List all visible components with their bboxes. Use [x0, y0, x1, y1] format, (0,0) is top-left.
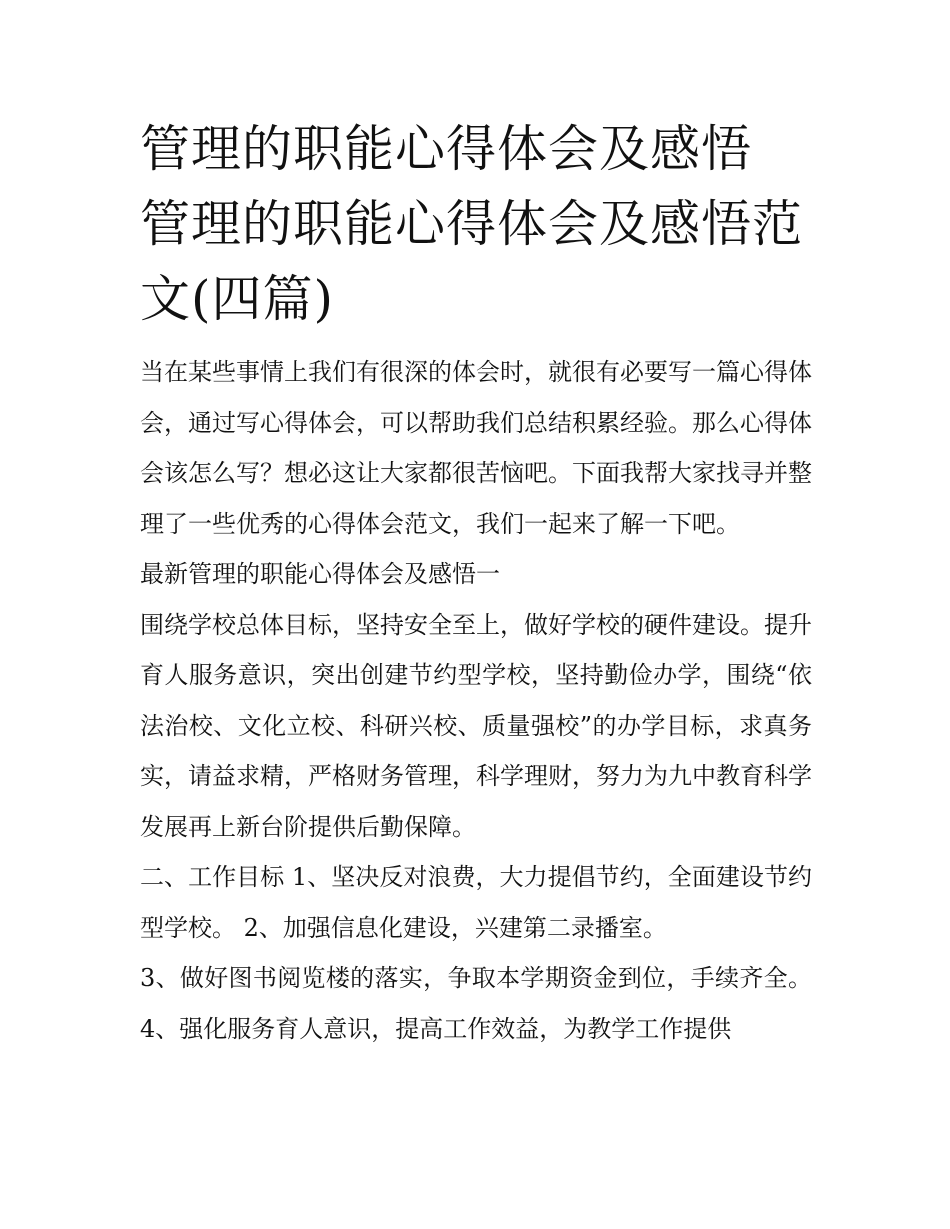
body-paragraph-1: 围绕学校总体目标，坚持安全至上，做好学校的硬件建设。提升育人服务意识，突出创建节约型学校，坚持勤俭办学，围绕“依法治校、文化立校、科研兴校、质量强校”的办学目标，求真务实，请益求精，严格财务管理，科学理财，努力为九中教育科学发展再上新台阶提供后勤保障。: [140, 610, 812, 841]
section-heading: 最新管理的职能心得体会及感悟一: [140, 560, 500, 588]
document-body: [140, 112, 812, 1054]
body-paragraph-2: 二、工作目标 1、坚决反对浪费，大力提倡节约，全面建设节约型学校。 2、加强信息化建设，兴建第二录播室。: [140, 863, 812, 942]
intro-paragraph: 当在某些事情上我们有很深的体会时，就很有必要写一篇心得体会，通过写心得体会，可以帮助我们总结积累经验。那么心得体会该怎么写？想必这让大家都很苦恼吧。下面我帮大家找寻并整理了一些优秀的心得体会范文，我们一起来了解一下吧。: [140, 358, 812, 538]
document-title: 管理的职能心得体会及感悟 管理的职能心得体会及感悟范文(四篇): [140, 120, 803, 328]
body-paragraph-3: 3、做好图书阅览楼的落实，争取本学期资金到位，手续齐全。 4、强化服务育人意识，提高工作效益，为教学工作提供: [140, 964, 812, 1043]
